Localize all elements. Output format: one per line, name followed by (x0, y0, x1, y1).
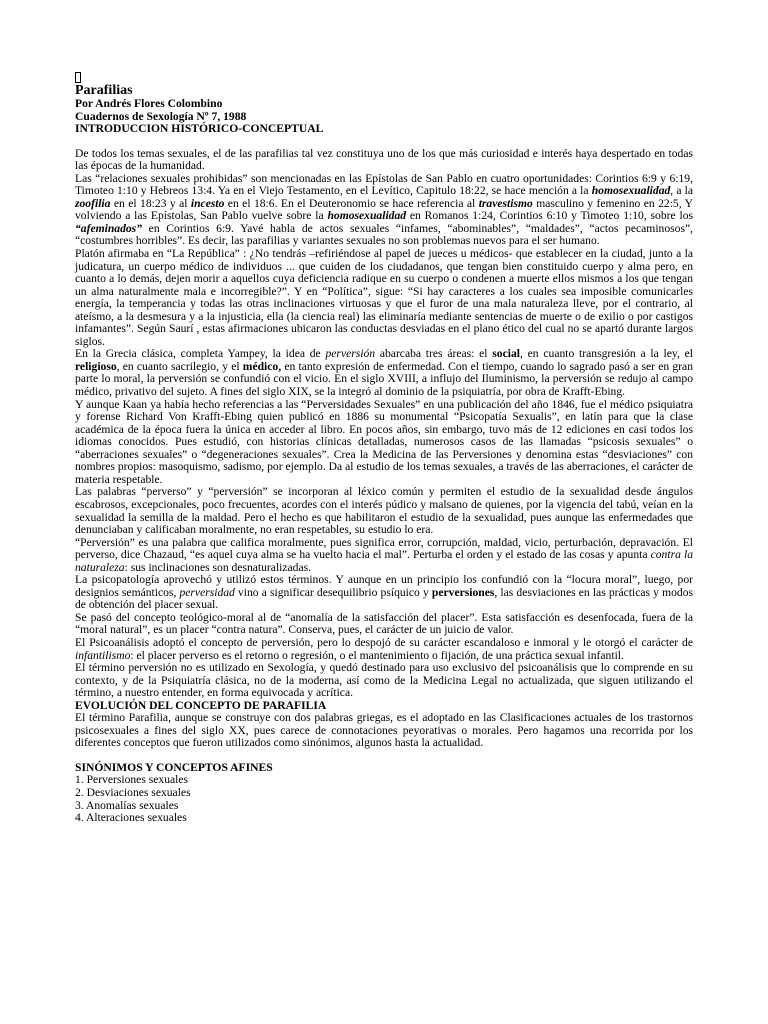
paragraph-4: En la Grecia clásica, completa Yampey, la idea de perversión abarcaba tres áreas: el social, en cuanto transgresión a la ley, el religioso, en cuanto sacrilegio, y el médico, en tanto expresión de enfermedad. Con el tiempo, cuando lo sagrado pasó a ser en gran parte lo moral, la perversión se confundió con el vicio. En el siglo XVIII, a influjo del Iluminismo, la perversión se redujo al campo médico, privativo del sujeto. A fines del siglo XIX, se la integró al dominio de la psiquiatría, por obra de Krafft-Ebing. (75, 347, 693, 399)
author-line: Por Andrés Flores Colombino (75, 97, 223, 110)
source-line: Cuadernos de Sexología Nº 7, 1988 (75, 109, 247, 123)
list-item: 2. Desviaciones sexuales (75, 785, 191, 799)
paragraph-7: “Perversión” es una palabra que califica moralmente, pues significa error, corrupción, maldad, vicio, perturbación, depravación. El perverso, dice Chazaud, “es aquel cuya alma se ha vuelto hacia el mal”. Perturba el orden y el estado de las cosas y apunta contra la naturaleza: sus inclinaciones son desnaturalizadas. (75, 535, 693, 574)
missing-glyph-icon (75, 72, 81, 83)
paragraph-1: De todos los temas sexuales, el de las parafilias tal vez constituya uno de los que más curiosidad e interés haya despertado en todas las épocas de la humanidad. (75, 146, 693, 173)
paragraph-3: Platón afirmaba en “La República” : ¿No tendrás –refiriéndose al papel de jueces u médicos- que establecer en la ciudad, junto a la judicatura, un cuerpo médico de individuos ... que cuiden de los ciudadanos, que tengan bien constituido cuerpo y alma pero, en cuanto a lo demás, dejen morir a aquellos cuya deficiencia radique en su cuerpo o condenen a muerte ellos mismos a los que tengan un alma naturalmente mala e incorregible?”. Y en “Política”, sigue: “Si hay caracteres a los cuales sea imposible comunicarles energía, la temperancia y todas las otras inclinaciones virtuosas y que el furor de una mala naturaleza lleve, por el contrario, al ateísmo, a la desmesura y a la injusticia, ella (la ciencia real) las eliminaría mediante sentencias de muerte o de exilio o por castigos infamantes”. Según Saurí , estas afirmaciones ubicaron las conductas desviadas en el plano ético del cual no se apartó durante largos siglos. (75, 247, 693, 348)
section-heading-intro: INTRODUCCION HISTÓRICO-CONCEPTUAL (75, 122, 324, 136)
document-body (75, 72, 693, 825)
list-item: 1. Perversiones sexuales (75, 773, 189, 787)
document-title: Parafilias (75, 83, 133, 98)
paragraph-8: La psicopatología aprovechó y utilizó estos términos. Y aunque en un principio los confundió con la “locura moral”, luego, por designios semánticos, perversidad vino a significar desequilibrio psíquico y perversiones, las desviaciones en las prácticas y modos de obtención del placer sexual. (75, 573, 693, 612)
paragraph-11: El término perversión no es utilizado en Sexología, y quedó destinado para uso exclusivo del psicoanálisis que lo comprende en su contexto, y de la Psiquiatría clásica, no de la moderna, así como de la Medicina Legal no actualizada, que siguen utilizando el término, a nuestro entender, en forma equivocada y acrítica. (75, 661, 693, 700)
paragraph-10: El Psicoanálisis adoptó el concepto de perversión, pero lo despojó de su carácter escandaloso e inmoral y le otorgó el carácter de infantilismo: el placer perverso es el retorno o regresión, o el mantenimiento o fijación, de una práctica sexual infantil. (75, 635, 693, 662)
paragraph-5: Y aunque Kaan ya había hecho referencias a las “Perversidades Sexuales” en una publicación del año 1846, fue el médico psiquiatra y forense Richard Von Krafft-Ebing quien publicó en 1886 su monumental “Psicopatía Sexualis”, en latín para que la clase académica de la época fuera la única en acceder al libro. En pocos años, sin embargo, tuvo más de 12 ediciones en casi todos los idiomas conocidos. Pues estudió, con historias clínicas detalladas, numerosos casos de las llamadas “psicosis sexuales” o “aberraciones sexuales” o “degeneraciones sexuales”. Crea la Medicina de las Perversiones y denomina estas “desviaciones” con nombres propios: masoquismo, sadismo, por ejemplo. Da al estudio de los temas sexuales, a través de las aberraciones, el carácter de materia respetable. (75, 397, 693, 486)
paragraph-6: Las palabras “perverso” y “perversión” se incorporan al léxico común y permiten el estudio de la sexualidad desde ángulos escabrosos, excepcionales, poco frecuentes, acordes con el interés púdico y malsano de quienes, por la vigencia del tabú, veían en la sexualidad la semilla de la maldad. Pero el hecho es que habilitaron el estudio de la sexualidad, pues aunque las enfermedades que denunciaban y calificaban moralmente, no eran respetables, su estudio lo era. (75, 485, 693, 537)
paragraph-9: Se pasó del concepto teológico-moral al de “anomalía de la satisfacción del placer”. Esta satisfacción es desenfocada, fuera de la “moral natural”, es un placer “contra natura”. Conserva, pues, el carácter de un juicio de valor. (75, 610, 693, 637)
paragraph-2: Las “relaciones sexuales prohibidas” son mencionadas en las Epístolas de San Pablo en cuatro oportunidades: Corintios 6:9 y 6:19, Timoteo 1:10 y Hebreos 13:4. Ya en el Viejo Testamento, en el Levítico, Capitulo 18:22, se hace mención a la homosexualidad, a la zoofilia en el 18:23 y al incesto en el 18:6. En el Deuteronomio se hace referencia al travestismo masculino y femenino en 22:5, Y volviendo a las Epístolas, San Pablo vuelve sobre la homosexualidad en Romanos 1:24, Corintios 6:10 y Timoteo 1:10, sobre los “afeminados” en Corintios 6:9. Yavé habla de actos sexuales “infames, “abominables”, “maldades”, “actos pecaminosos”, “costumbres horribles”. Es decir, las parafilias y variantes sexuales no son problemas nuevos para el ser humano. (75, 171, 694, 248)
paragraph-12: El término Parafilia, aunque se construye con dos palabras griegas, es el adoptado en las Clasificaciones actuales de los trastornos psicosexuales a fines del siglo XX, pues carece de connotaciones peyorativas o morales. Pero hagamos una recorrida por los diferentes conceptos que fueron utilizados como sinónimos, algunos hasta la actualidad. (75, 711, 693, 750)
list-item: 4. Alteraciones sexuales (75, 811, 187, 825)
section-heading-evolution: EVOLUCIÓN DEL CONCEPTO DE PARAFILIA (75, 698, 327, 712)
list-item: 3. Anomalías sexuales (75, 798, 179, 812)
synonym-list (75, 774, 693, 824)
section-heading-synonyms: SINÓNIMOS Y CONCEPTOS AFINES (75, 760, 273, 774)
